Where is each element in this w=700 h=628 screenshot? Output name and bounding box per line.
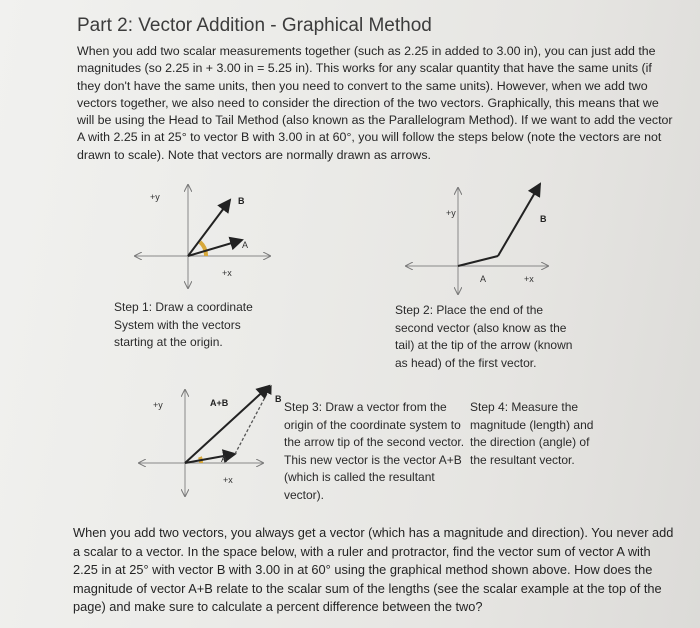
x-axis-label: +x — [223, 475, 233, 485]
vector-b — [498, 184, 540, 256]
vector-b — [188, 200, 230, 256]
y-axis-label: +y — [446, 208, 456, 218]
intro-paragraph: When you add two scalar measurements together (such as 2.25 in added to 3.00 in), you can just add the magnitudes (so 2.25 in + 3.00 in = 5.25 in). This works for any scalar quantity that have the same units (if they don't have the same units, then you need to convert to the same units). However, when we add two vectors together, we also need to consider the direction of the two vectors. Graphically, this means that we will be using the Head to Tail Method (also known as the Parallelogram Method). If we want to add the vector A with 2.25 in at 25° to vector B with 3.00 in at 60°, you will follow the steps below (note the vectors are not drawn to scale). Note that vectors are normally drawn as arrows. — [77, 44, 673, 162]
vector-a-label: A — [221, 454, 228, 464]
vector-a — [458, 256, 498, 266]
vector-a-label: A — [242, 240, 249, 250]
vector-b-label: B — [540, 214, 547, 224]
vector-a — [188, 240, 242, 256]
vector-a-label: A — [480, 274, 487, 284]
step1-caption: Step 1: Draw a coordinate System with the vectors starting at the origin. — [114, 300, 253, 350]
x-axis-label: +x — [222, 268, 232, 278]
resultant-label: A+B — [210, 398, 229, 408]
vector-b — [235, 386, 271, 454]
diagram-step3 — [135, 378, 285, 498]
y-axis-label: +y — [153, 400, 163, 410]
step2-caption: Step 2: Place the end of the second vector (also know as the tail) at the tip of the arrow (known as head) of the first vector. — [395, 303, 573, 370]
y-axis-label: +y — [150, 192, 160, 202]
step4-caption: Step 4: Measure the magnitude (length) and the direction (angle) of the resultant vector. — [470, 400, 594, 467]
question-paragraph: When you add two vectors, you always get a vector (which has a magnitude and direction). You never add a scalar to a vector. In the space below, with a ruler and protractor, find the vector sum of vector A with 2.25 in at 25° with vector B with 3.00 in at 60° using the graphical method shown above. How does the magnitude of vector A+B relate to the scalar sum of the lengths (see the scalar example at the top of the page) and make sure to calculate a percent difference between the two? — [73, 525, 674, 615]
vector-b-label: B — [275, 394, 282, 404]
vector-b-label: B — [238, 196, 245, 206]
page-title: Part 2: Vector Addition - Graphical Method — [77, 15, 432, 36]
x-axis-label: +x — [524, 274, 534, 284]
angle-arc — [200, 242, 206, 256]
step3-caption: Step 3: Draw a vector from the origin of the coordinate system to the arrow tip of the second vector. This new vector is the vector A+B (which is called the resultant vector). — [284, 400, 465, 502]
diagram-step2 — [400, 178, 560, 296]
diagram-step1 — [130, 180, 280, 295]
